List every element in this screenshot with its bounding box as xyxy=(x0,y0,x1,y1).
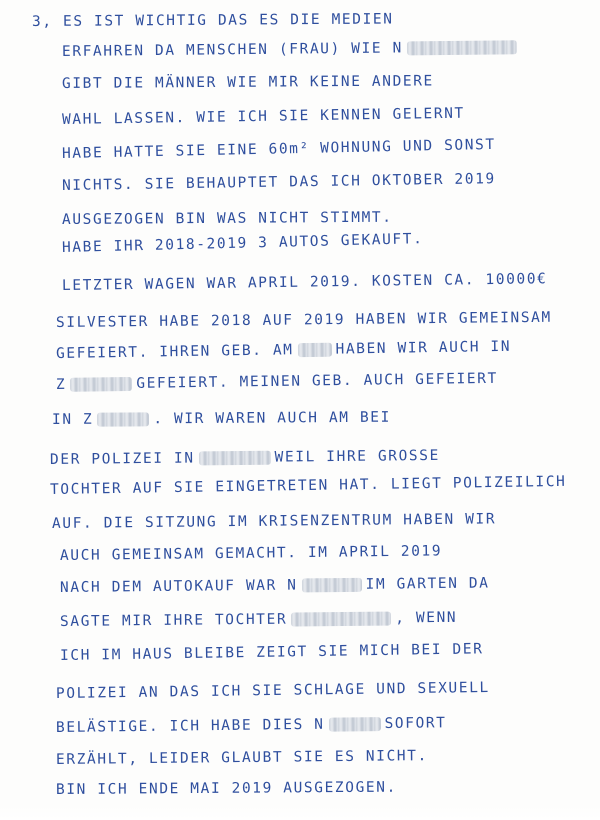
redacted-blur xyxy=(297,343,331,358)
line-text: NACH DEM AUTOKAUF WAR N xyxy=(59,577,298,596)
handwritten-line xyxy=(56,748,428,768)
redacted-blur xyxy=(291,612,391,627)
line-text: HABE IHR 2018-2019 3 AUTOS GEKAUFT. xyxy=(61,231,424,256)
line-text: SAGTE MIR IHRE TOCHTER xyxy=(59,611,288,630)
handwritten-line xyxy=(56,371,498,393)
handwritten-line xyxy=(62,210,393,228)
redacted-blur xyxy=(407,40,517,55)
line-text: NICHTS. SIE BEHAUPTET DAS ICH OKTOBER 2019 xyxy=(61,171,496,194)
handwritten-line xyxy=(50,474,567,498)
line-text: BELÄSTIGE. ICH HABE DIES N xyxy=(55,716,325,736)
line-text-continued: SOFORT xyxy=(384,715,447,732)
redacted-blur xyxy=(302,578,362,593)
handwritten-line xyxy=(60,610,457,630)
page-bottom-edge xyxy=(0,806,600,820)
line-text: ERZÄHLT, LEIDER GLAUBT SIE ES NICHT. xyxy=(55,748,428,768)
handwritten-line xyxy=(60,576,490,596)
handwritten-line xyxy=(62,73,434,92)
line-text: AUCH GEMEINSAM GEMACHT. IM APRIL 2019 xyxy=(59,543,443,564)
handwritten-line xyxy=(32,11,394,30)
line-text: ERFAHREN DA MENSCHEN (FRAU) WIE N xyxy=(61,40,403,60)
redacted-blur xyxy=(70,377,132,392)
handwritten-line xyxy=(56,310,552,331)
handwritten-line xyxy=(62,137,496,162)
handwritten-line xyxy=(56,680,490,702)
handwritten-line xyxy=(60,641,484,664)
line-text-continued: WEIL IHRE GROSSE xyxy=(274,447,440,466)
line-text: GIBT DIE MÄNNER WIE MIR KEINE ANDERE xyxy=(61,73,434,92)
handwritten-line xyxy=(62,106,465,128)
handwritten-line xyxy=(52,511,496,532)
handwritten-line xyxy=(60,543,442,564)
line-text: AUSGEZOGEN BIN WAS NICHT STIMMT. xyxy=(61,209,393,228)
line-text: HABE HATTE SIE EINE 60m² WOHNUNG UND SONST xyxy=(61,136,496,162)
handwritten-line xyxy=(62,231,424,256)
line-text: SILVESTER HABE 2018 AUF 2019 HABEN WIR GEMEINSAM xyxy=(55,309,552,331)
line-text: POLIZEI AN DAS ICH SIE SCHLAGE UND SEXUELL xyxy=(55,679,490,702)
line-text: Z xyxy=(55,376,67,393)
handwritten-line xyxy=(56,780,397,798)
line-text-continued: HABEN WIR AUCH IN xyxy=(335,338,512,358)
handwritten-line xyxy=(62,39,521,60)
line-text-continued: , WENN xyxy=(395,609,458,627)
handwritten-line xyxy=(56,339,511,362)
line-text: GEFEIERT. IHREN GEB. AM xyxy=(55,342,294,362)
line-text: ICH IM HAUS BLEIBE ZEIGT SIE MICH BEI DER xyxy=(59,641,484,664)
line-text: AUF. DIE SITZUNG IM KRISENZENTRUM HABEN WIR xyxy=(51,511,497,532)
handwritten-line xyxy=(50,448,440,468)
line-text: TOCHTER AUF SIE EINGETRETEN HAT. LIEGT POLIZEILICH xyxy=(49,473,567,498)
line-text: BIN ICH ENDE MAI 2019 AUSGEZOGEN. xyxy=(55,779,397,798)
line-text: 3, ES IST WICHTIG DAS ES DIE MEDIEN xyxy=(31,11,394,30)
line-text-continued: IM GARTEN DA xyxy=(365,575,490,593)
line-text: WAHL LASSEN. WIE ICH SIE KENNEN GELERNT xyxy=(61,105,465,128)
line-text-continued: GEFEIERT. MEINEN GEB. AUCH GEFEIERT xyxy=(136,370,498,392)
handwritten-line xyxy=(56,715,447,736)
redacted-blur xyxy=(199,451,271,466)
redacted-blur xyxy=(97,412,149,426)
redacted-blur xyxy=(328,717,380,732)
line-text: DER POLIZEI IN xyxy=(49,450,195,468)
handwritten-line xyxy=(52,410,391,428)
handwritten-line xyxy=(62,271,548,294)
handwritten-line xyxy=(62,171,496,194)
line-text: LETZTER WAGEN WAR APRIL 2019. KOSTEN CA. 10000€ xyxy=(61,271,548,294)
line-text: IN Z xyxy=(51,411,94,428)
line-text-continued: . WIR WAREN AUCH AM BEI xyxy=(153,409,391,428)
